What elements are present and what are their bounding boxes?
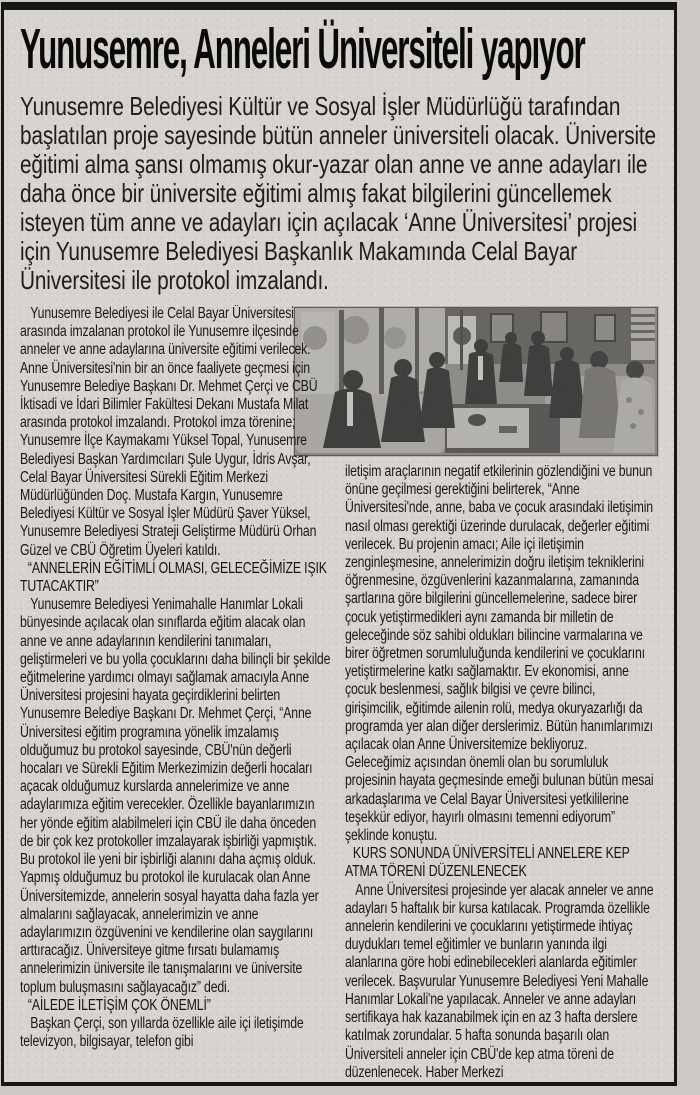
right-paragraph-1: iletişim araçlarının negatif etkilerinin gözlendiğini ve bunun önüne geçilmesi gerektiğini belirterek, “Anne Üniversitesi'nde, anne, baba ve çocuk arasındaki iletişimin nasıl olması gerektiği üzerinde durulacak, değerler eğitimi verilecek. Bu projenin amacı; Aile içi iletişimin zenginleşmesine, annelerimizin doğru iletişim tekniklerini öğrenmesine, özgüvenlerini kazanmalarına, zamanında şartlarına göre bilgilerini güncellemelerine, sadece birer çocuk yetiştirmedikleri aynı zamanda bir milletin de geleceğinde söz sahibi oldukları bilincine varmalarına ve birer öğretmen sorumluluğunda kendilerini ve çocuklarını yetiştirmelerine katkı sağlamaktır. Ev ekonomisi, anne çocuk beslenmesi, sağlık bilgisi ve çevre bilinci, girişimcilik, eğitimde ailenin rolü, medya okuryazarlığı da programda yer alan diğer derslerimiz. Bütün hanımlarımızı açılacak olan Anne Üniversitemize bekliyoruz. Geleceğimiz açısından önemli olan bu sorumluluk projesinin hayata geçmesinde emeği bulunan bütün mesai arkadaşlarıma ve Celal Bayar Üniversitesi yetkililerine teşekkür ediyor, hayırlı olmasını temenni ediyorum” şeklinde konuştu. bbox=[345, 463, 654, 845]
left-paragraph-3: Başkan Çerçi, son yıllarda özellikle aile içi iletişimde televizyon, bilgisayar, telefon gibi bbox=[20, 1014, 304, 1051]
left-subhead-2: “AİLEDE İLETİŞİM ÇOK ÖNEMLİ” bbox=[27, 996, 211, 1014]
left-column bbox=[20, 305, 331, 1082]
article-body bbox=[20, 305, 660, 1086]
newspaper-clipping bbox=[1, 2, 677, 1086]
right-subhead-1: KURS SONUNDA ÜNİVERSİTELİ ANNELERE KEP ATMA TÖRENİ DÜZENLENECEK bbox=[345, 845, 630, 881]
right-column bbox=[345, 305, 656, 1082]
right-paragraph-2: Anne Üniversitesi projesinde yer alacak anneler ve anne adayları 5 haftalık bir kursa katılacak. Programda özellikle annelerin kendilerini ve çocuklarını yetiştirmede ihtiyaç duydukları temel eğitimler ve bunların yanında ilgi alanlarına göre hobi edinebilecekleri alanlarda eğitimler verilecek. Başvurular Yunusemre Belediyesi Yeni Mahalle Hanımlar Lokali'ne yapılacak. Anneler ve anne adayları sertifikaya hak kazanabilmek için en az 3 hafta derslere katılmak zorundalar. 5 hafta sonunda başarılı olan Üniversiteli anneler için CBÜ'de kep atma töreni de düzenlenecek. Haber Merkezi bbox=[345, 881, 654, 1081]
left-subhead-1: “ANNELERİN EĞİTİMLİ OLMASI, GELECEĞİMİZE IŞIK TUTACAKTIR” bbox=[20, 559, 327, 596]
left-paragraph-2: Yunusemre Belediyesi Yenimahalle Hanımlar Lokali bünyesinde açılacak olan sınıflarda eğitim alacak olan anne ve anne adaylarının kendilerini tanımaları, geliştirmeleri ve bu yolla çocuklarını daha bilinçli bir şekilde eğitmelerine yardımcı olmayı sağlamak amacıyla Anne Üniversitesi projesini hayata geçirdiklerini belirten Yunusemre Belediye Başkanı Dr. Mehmet Çerçi, “Anne Üniversitesi eğitim programına yönelik imzalamış olduğumuz bu protokol sayesinde, CBÜ'nün değerli hocaları ve Sürekli Eğitim Merkezimizin değerli hocaları açacak olduğumuz kurslarda annelerimize ve anne adaylarımıza eğitim verecekler. Özellikle bayanlarımızın her yönde eğitim alabilmeleri için CBÜ ile daha önceden de bir çok kez protokoller imzalayarak işbirliği yapmıştık. Bu protokol ile yeni bir işbirliği alanını daha açmış olduk. Yapmış olduğumuz bu protokol ile kurulacak olan Anne Üniversitemizde, annelerin sosyal hayatta daha fazla yer almalarını sağlayacak, annelerimizin ve anne adaylarımızın özgüvenini ve kendilerine olan saygılarını arttıracağız. Üniversiteye gitme fırsatı bulamamış annelerimizin üniversite ile tanışmalarını ve üniversite toplum buluşmasını sağlayacağız” dedi. bbox=[20, 596, 331, 996]
left-paragraph-1: Yunusemre Belediyesi ile Celal Bayar Üniversitesi arasında imzalanan protokol ile Yunusemre ilçesinde anneler ve anne adaylarına üniversite eğitimi verilecek. Anne Üniversitesi'nin bir an önce faaliyete geçmesi için Yunusemre Belediye Başkanı Dr. Mehmet Çerçi ve CBÜ İktisadi ve İdari Bilimler Fakültesi Dekanı Mustafa Milat arasında protokol imzalandı. Protokol imza törenine; Yunusemre İlçe Kaymakamı Yüksel Topal, Yunusemre Belediyesi Başkan Yardımcıları Şule Uygur, İdris Avşar, Celal Bayar Üniversitesi Sürekli Eğitim Merkezi Müdürlüğünden Doç. Mustafa Kargın, Yunusemre Belediyesi Kültür ve Sosyal İşler Müdürü Şaver Yüksel, Yunusemre Belediyesi Strateji Geliştirme Müdürü Orhan Güzel ve CBÜ Öğretim Üyeleri katıldı. bbox=[20, 305, 318, 559]
photo-spacer bbox=[345, 305, 656, 463]
article-lead-paragraph: Yunusemre Belediyesi Kültür ve Sosyal İşler Müdürlüğü tarafından başlatılan proje sayesinde bütün anneler üniversiteli olacak. Üniversite eğitimi alma şansı olmamış okur-yazar olan anne ve anne adayları ile daha önce bir üniversite eğitimi almış fakat bilgilerini güncellemek isteyen tüm anne ve adayları için açılacak ‘Anne Üniversitesi’ projesi için Yunusemre Belediyesi Başkanlık Makamında Celal Bayar Üniversitesi ile protokol imzalandı. bbox=[20, 91, 656, 295]
article-headline: Yunusemre, Anneleri Üniversiteli yapıyor bbox=[20, 17, 585, 81]
